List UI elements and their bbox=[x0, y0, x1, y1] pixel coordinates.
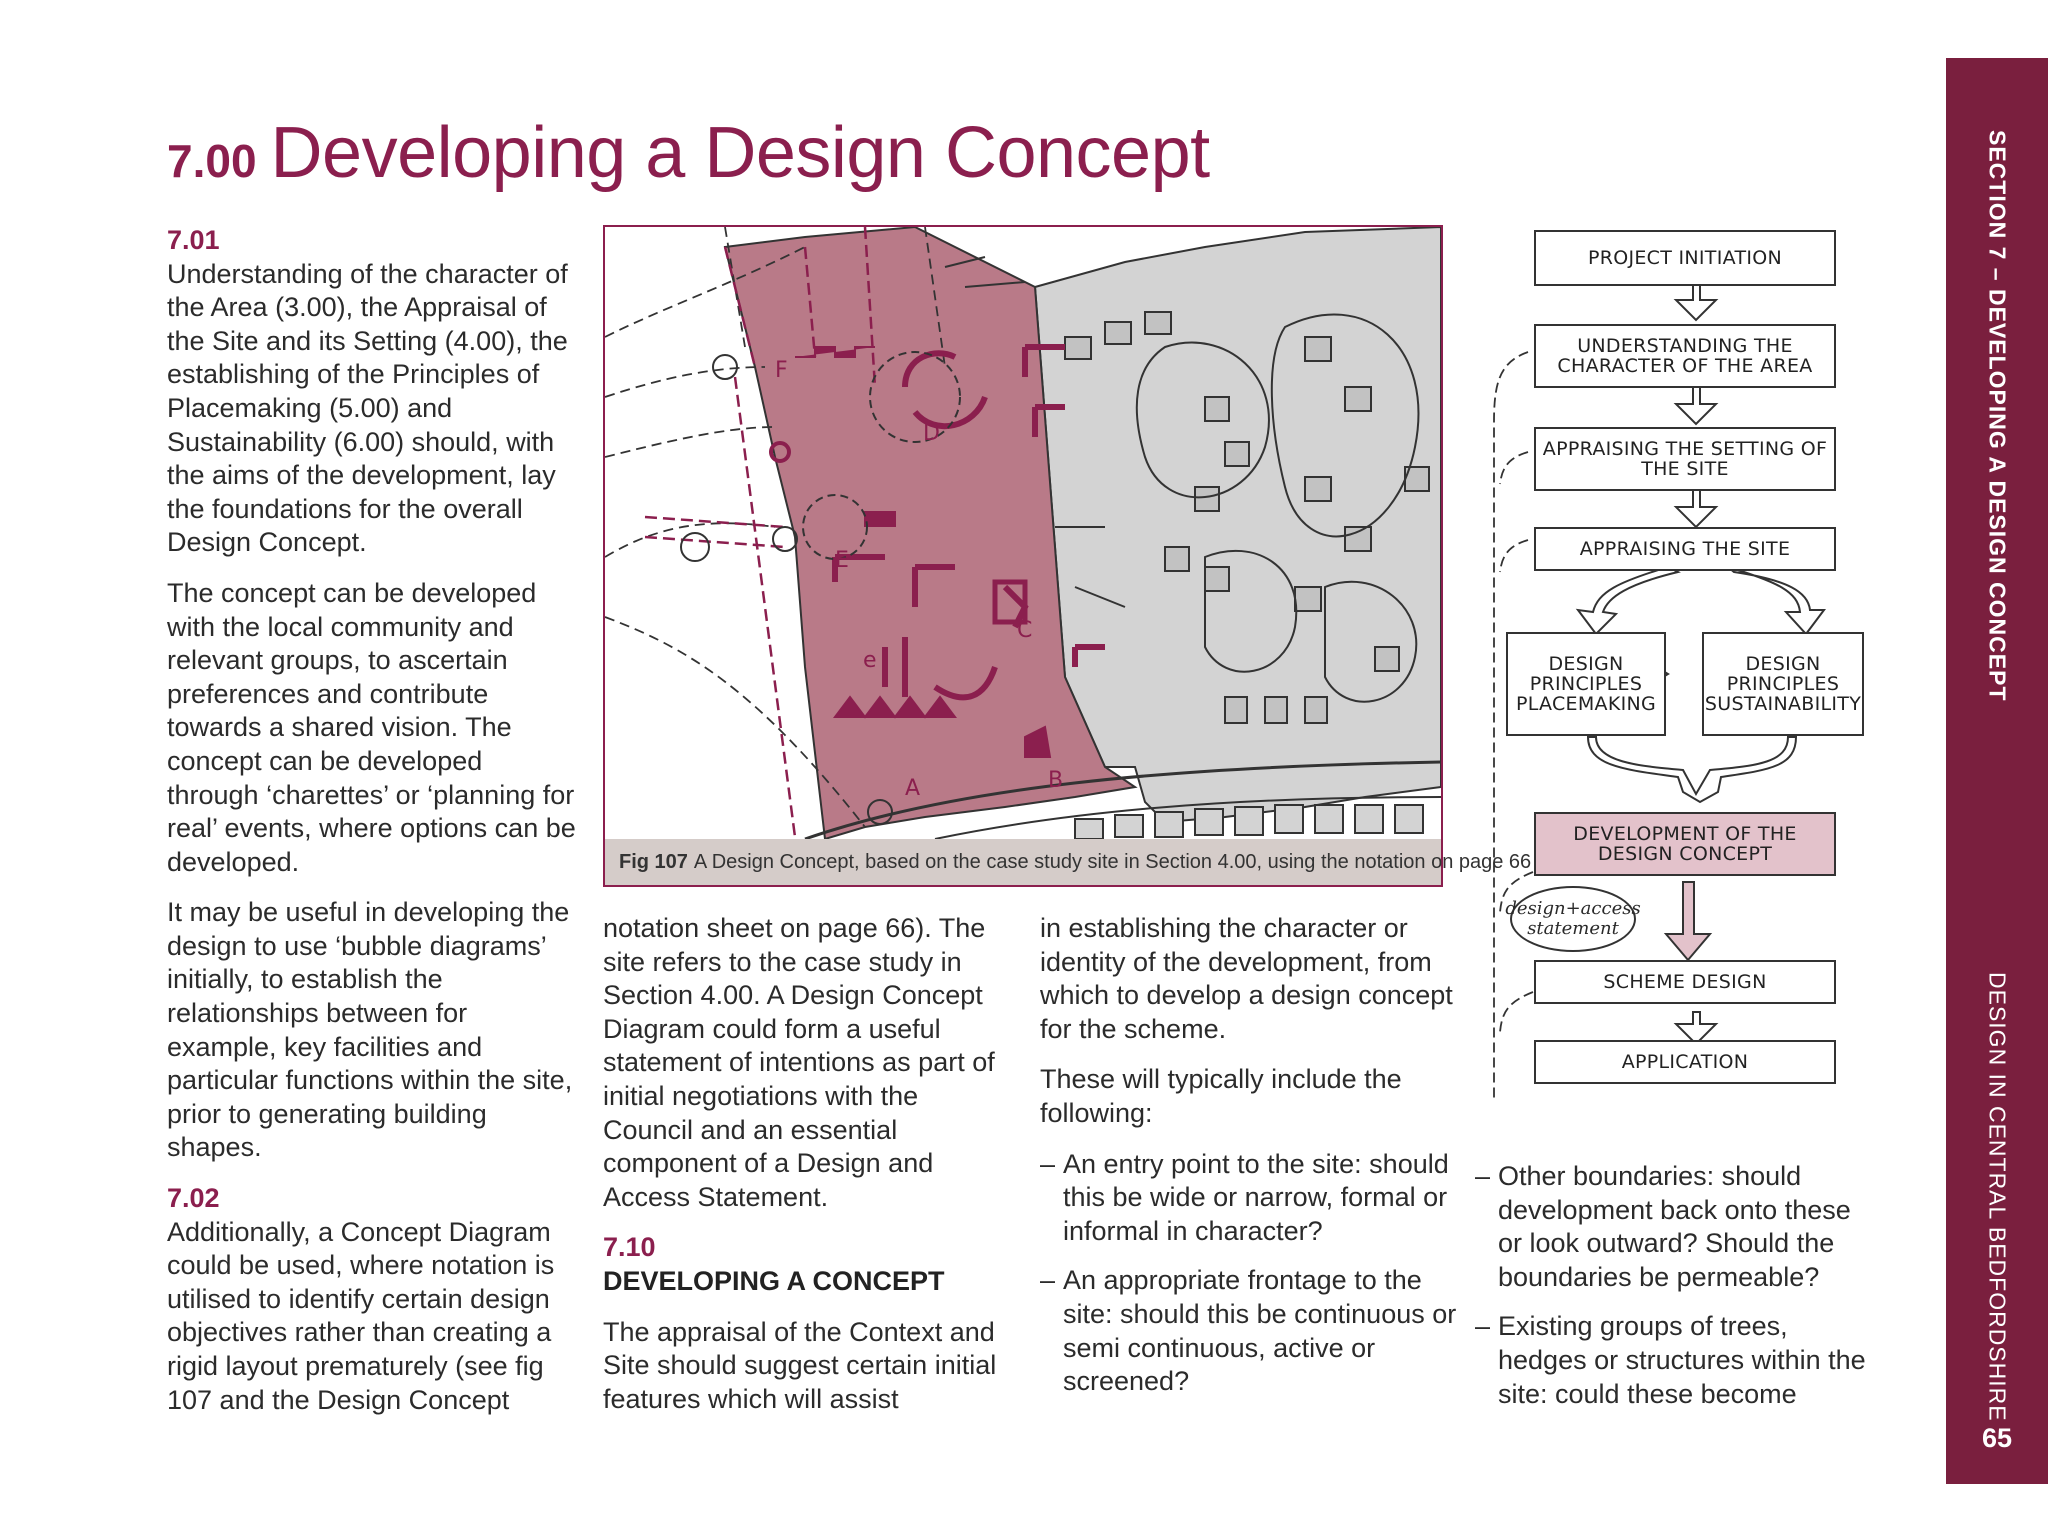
section-7-01-number: 7.01 bbox=[167, 225, 220, 255]
figure-caption bbox=[605, 839, 1532, 885]
existing-houses-area bbox=[1035, 227, 1441, 822]
section-number: 7.00 bbox=[167, 135, 257, 187]
map-letter-B: B bbox=[1048, 768, 1064, 793]
map-letter-e: e bbox=[863, 648, 877, 673]
figure-label: Fig 107 bbox=[619, 851, 688, 873]
paragraph-community: The concept can be developed with the local community and relevant groups, to ascertain preferences and contribute towards a shared vision. The concept can be developed through ‘charettes’ or ‘planning for real’ events, where options can be developed. bbox=[167, 577, 576, 877]
flow-application: APPLICATION bbox=[1534, 1040, 1836, 1084]
list-item: – Existing groups of trees, hedges or structures within the site: could these become bbox=[1475, 1311, 1866, 1409]
title-text: Developing a Design Concept bbox=[270, 113, 1210, 193]
design-process-flowchart bbox=[1478, 222, 1888, 1102]
flow-development-concept: DEVELOPMENT OF THE DESIGN CONCEPT bbox=[1534, 812, 1836, 876]
feature-list bbox=[1040, 1148, 1460, 1399]
page-title bbox=[167, 112, 1210, 194]
section-7-02-number: 7.02 bbox=[167, 1183, 220, 1214]
flow-scheme-design: SCHEME DESIGN bbox=[1534, 960, 1836, 1004]
map-letter-F: F bbox=[775, 358, 788, 383]
flow-principles-sustainability: DESIGN PRINCIPLES SUSTAINABILITY bbox=[1702, 632, 1864, 736]
paragraph-character: in establishing the character or identity of the development, from which to develop a design concept for the scheme. bbox=[1040, 913, 1453, 1044]
section-sidebar bbox=[1946, 58, 2048, 1484]
text-column-1 bbox=[167, 224, 579, 1434]
text-column-3 bbox=[1040, 912, 1460, 1415]
flow-appraising-setting: APPRAISING THE SETTING OF THE SITE bbox=[1534, 427, 1836, 491]
figure-caption-text: A Design Concept, based on the case study site in Section 4.00, using the notation on page 66 bbox=[693, 851, 1532, 873]
list-item: – Other boundaries: should development back onto these or look outward? Should the boundaries be permeable? bbox=[1475, 1161, 1851, 1292]
paragraph-typically-include: These will typically include the following: bbox=[1040, 1064, 1402, 1128]
flow-understanding-character: UNDERSTANDING THE CHARACTER OF THE AREA bbox=[1534, 324, 1836, 388]
text-column-4 bbox=[1475, 1160, 1875, 1427]
map-letter-D: D bbox=[923, 421, 940, 446]
list-item: – An entry point to the site: should this be wide or narrow, formal or informal in character? bbox=[1040, 1148, 1449, 1246]
flow-appraising-site: APPRAISING THE SITE bbox=[1534, 527, 1836, 571]
flow-project-initiation: PROJECT INITIATION bbox=[1534, 230, 1836, 286]
sidebar-section-title: SECTION 7 – DEVELOPING A DESIGN CONCEPT bbox=[1984, 130, 2011, 702]
text-column-2 bbox=[603, 912, 1015, 1433]
map-letter-C: C bbox=[1017, 618, 1033, 643]
paragraph-7-01: Understanding of the character of the Area (3.00), the Appraisal of the Site and its Setting (4.00), the establishing of the Principles of Placemaking (5.00) and Sustainability (6.00) should, with the aims of the development, lay the foundations for the overall Design Concept. bbox=[167, 258, 568, 558]
list-item: – An appropriate frontage to the site: should this be continuous or semi continuous, active or screened? bbox=[1040, 1265, 1457, 1397]
sidebar-publication: DESIGN IN CENTRAL BEDFORDSHIRE bbox=[1984, 972, 2011, 1422]
concept-site-plan bbox=[605, 227, 1441, 839]
figure-107 bbox=[603, 225, 1532, 887]
feature-list-continued bbox=[1475, 1160, 1875, 1411]
design-access-bubble: design+access statement bbox=[1510, 886, 1636, 952]
section-7-10-heading: DEVELOPING A CONCEPT bbox=[603, 1265, 945, 1296]
paragraph-7-10: The appraisal of the Context and Site should suggest certain initial features which will assist bbox=[603, 1316, 997, 1414]
section-7-10-number: 7.10 bbox=[603, 1232, 656, 1263]
page-number: 65 bbox=[1981, 1423, 2013, 1453]
map-letter-E: E bbox=[835, 548, 849, 573]
map-letter-A: A bbox=[905, 776, 921, 801]
paragraph-notation-sheet: notation sheet on page 66). The site refers to the case study in Section 4.00. A Design Concept Diagram could form a useful statement of intentions as part of initial negotiations with the Council and an essential component of a Design and Access Statement. bbox=[603, 913, 995, 1212]
flow-principles-placemaking: DESIGN PRINCIPLES PLACEMAKING bbox=[1506, 632, 1666, 736]
paragraph-bubble-diagrams: It may be useful in developing the design to use ‘bubble diagrams’ initially, to establish the relationships between for example, key facilities and particular functions within the site, prior to generating building shapes. bbox=[167, 897, 573, 1163]
paragraph-7-02: Additionally, a Concept Diagram could be used, where notation is utilised to identify certain design objectives rather than creating a rigid layout prematurely (see fig 107 and the Design Concept bbox=[167, 1216, 555, 1415]
